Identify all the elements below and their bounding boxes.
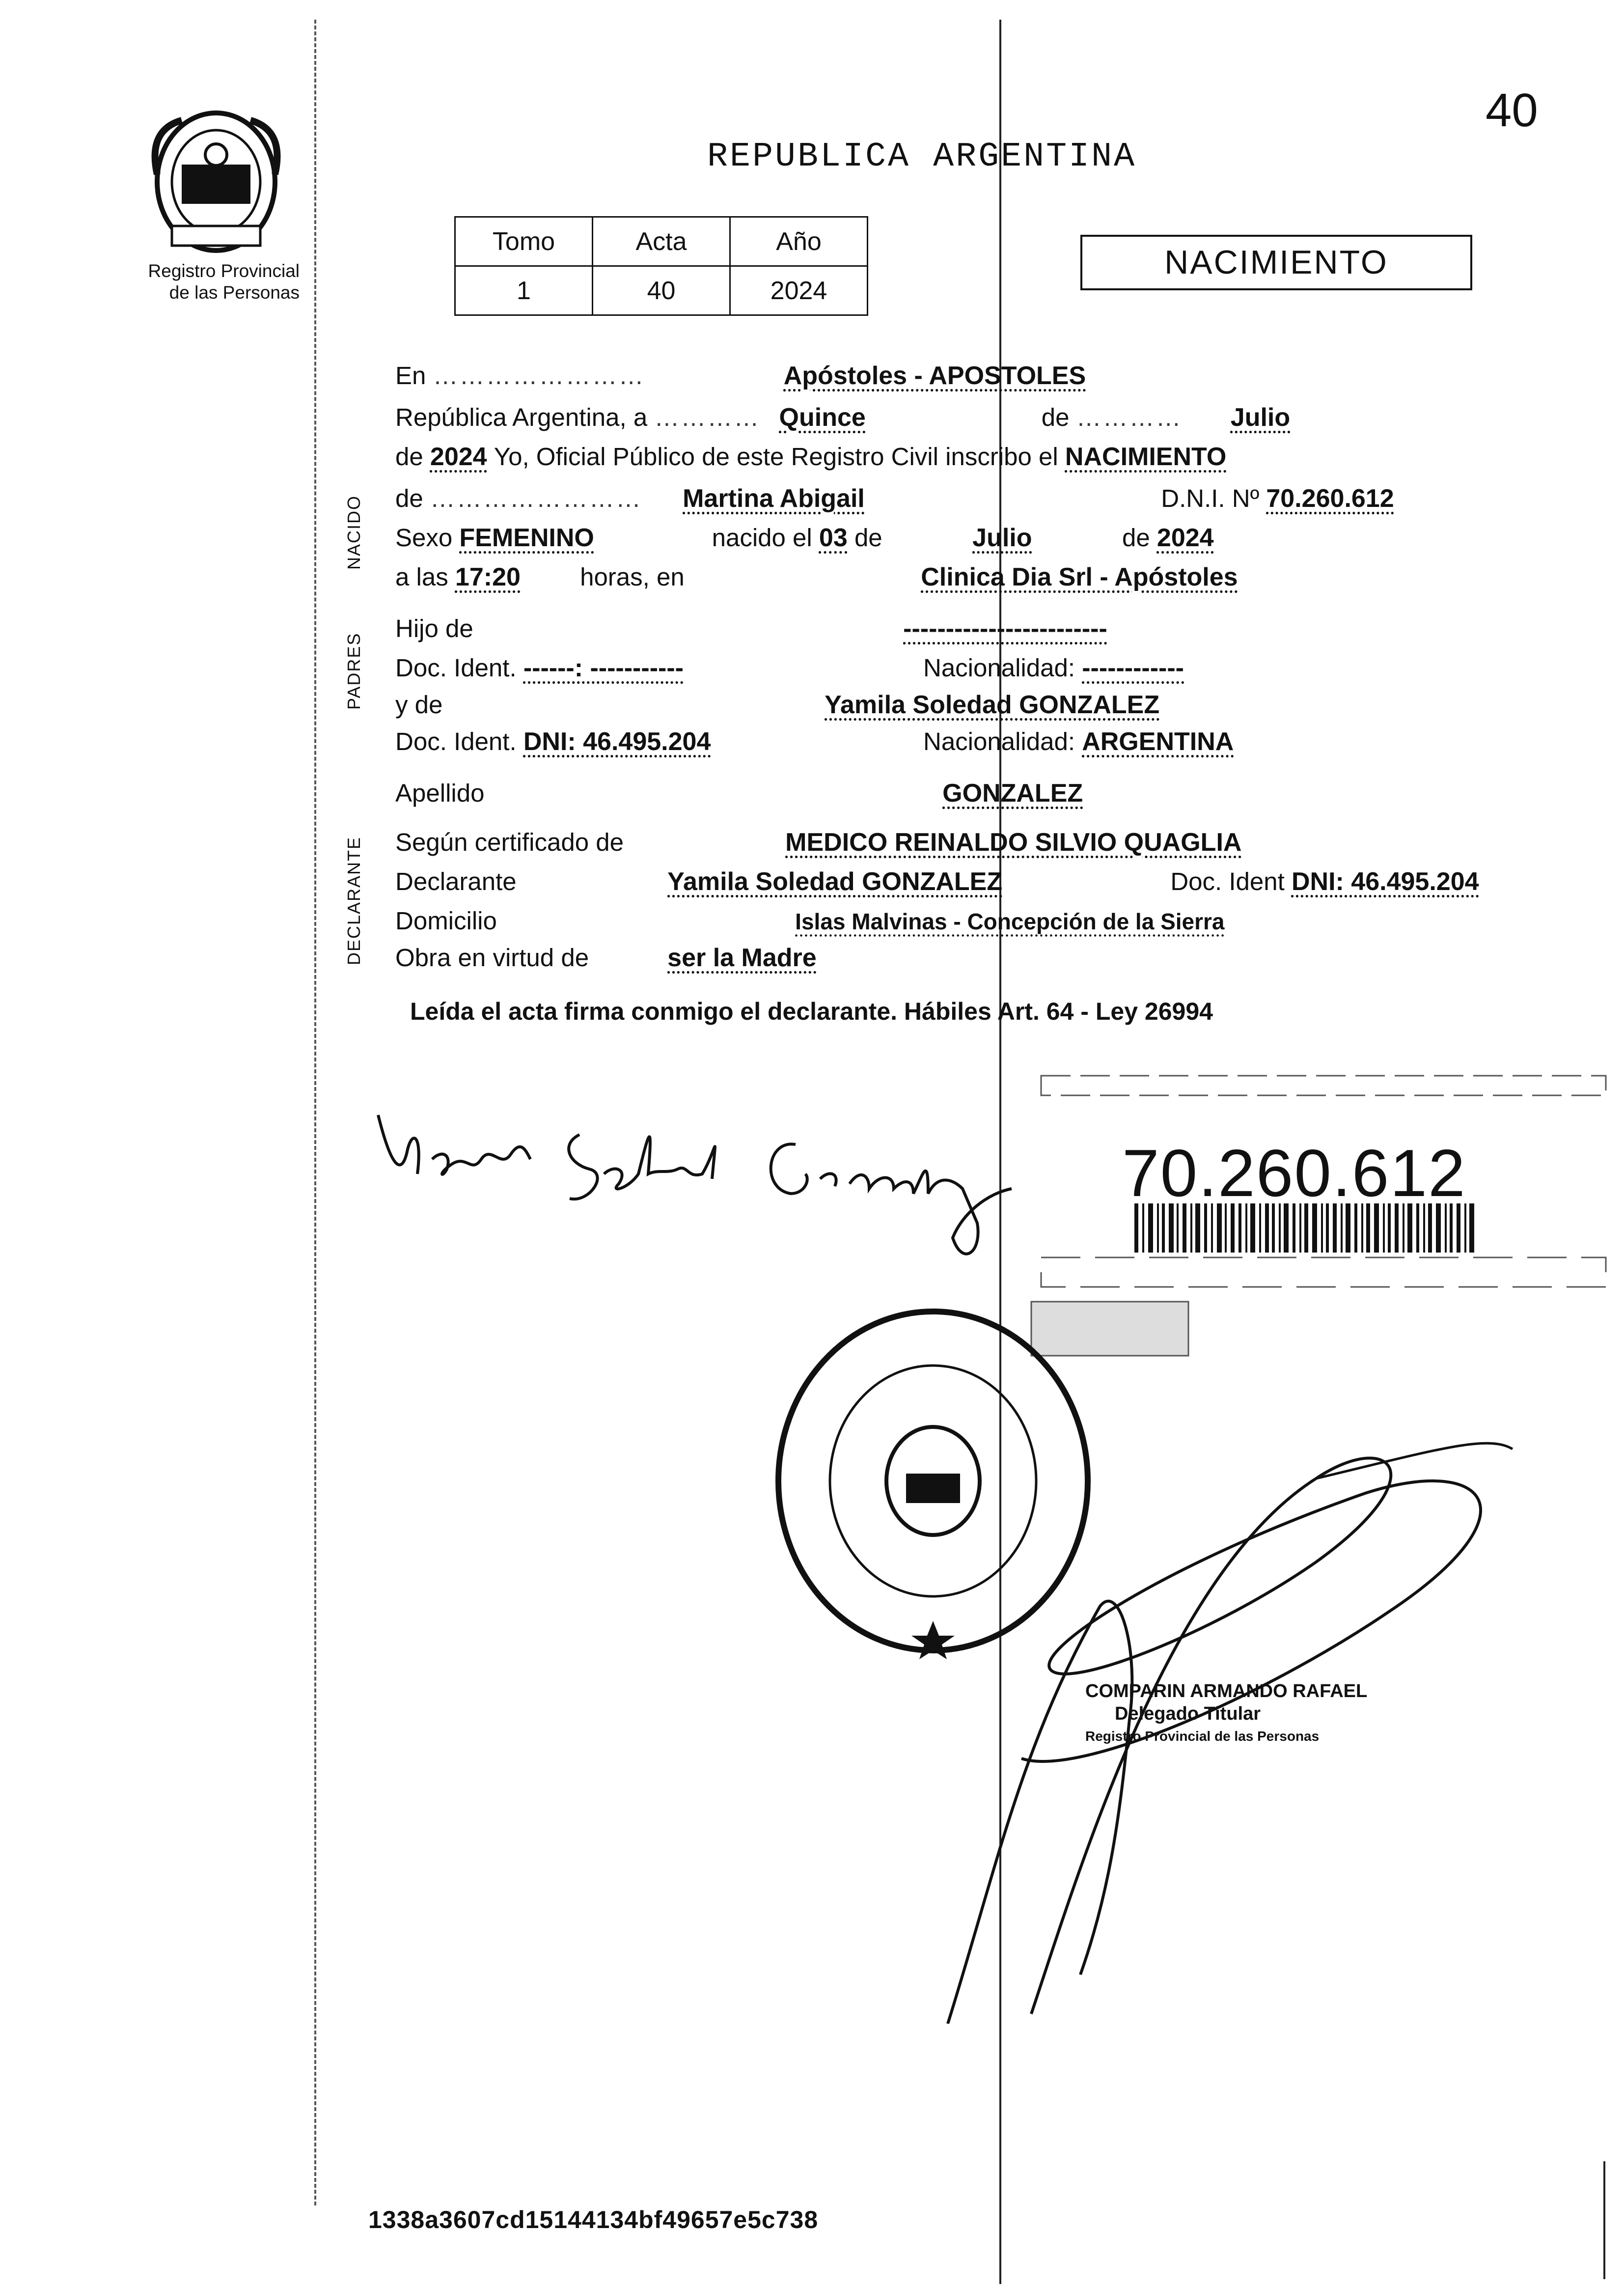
year-value: 2024 bbox=[430, 443, 487, 471]
address-value: Islas Malvinas - Concepción de la Sierra bbox=[795, 909, 1225, 934]
document-hash: 1338a3607cd15144134bf49657e5c738 bbox=[368, 2206, 819, 2233]
sex-value: FEMENINO bbox=[459, 524, 594, 552]
de-label: de bbox=[1041, 403, 1070, 431]
hijo-label: Hijo de bbox=[395, 614, 473, 642]
apellido-label: Apellido bbox=[395, 779, 485, 807]
father-nationality-value: ------------ bbox=[1082, 654, 1184, 682]
de2-label: de bbox=[395, 443, 423, 471]
page-number: 40 bbox=[1486, 84, 1538, 137]
mother-doc-value: DNI: 46.495.204 bbox=[523, 727, 711, 756]
sexo-label: Sexo bbox=[395, 524, 453, 552]
side-label-padres: PADRES bbox=[344, 632, 364, 710]
line-declarant bbox=[395, 867, 1515, 906]
header-tomo: Tomo bbox=[455, 217, 593, 266]
place-value: Apóstoles - APOSTOLES bbox=[783, 362, 1086, 390]
line-time-place bbox=[395, 562, 1515, 602]
doc-ident-label: Doc. Ident bbox=[1170, 867, 1285, 895]
doc-label: Doc. Ident. bbox=[395, 654, 517, 682]
birth-year-value: 2024 bbox=[1156, 524, 1214, 552]
surname-value: GONZALEZ bbox=[942, 779, 1083, 808]
value-acta: 40 bbox=[593, 266, 730, 315]
month-value: Julio bbox=[1230, 403, 1291, 432]
nacionalidad2-label: Nacionalidad: bbox=[923, 727, 1075, 755]
header-acta: Acta bbox=[593, 217, 730, 266]
value-tomo: 1 bbox=[455, 266, 593, 315]
official-org: Registro Provincial de las Personas bbox=[1085, 1729, 1320, 1744]
obra-label: Obra en virtud de bbox=[395, 944, 589, 972]
line-sex-birth bbox=[395, 523, 1515, 562]
line-surname bbox=[395, 779, 1515, 818]
line-certifier bbox=[395, 828, 1515, 867]
birth-month-value: Julio bbox=[972, 524, 1032, 552]
certifier-value: MEDICO REINALDO SILVIO QUAGLIA bbox=[785, 828, 1242, 857]
las-label: a las bbox=[395, 563, 448, 591]
birth-place-value: Clinica Dia Srl - Apóstoles bbox=[921, 563, 1238, 591]
side-label-nacido: NACIDO bbox=[344, 495, 364, 570]
line-place: En …………………… Apóstoles - APOSTOLES bbox=[395, 362, 1086, 390]
republica-label: República Argentina, a bbox=[395, 403, 648, 431]
event-value: NACIMIENTO bbox=[1065, 443, 1227, 471]
dni-label: D.N.I. Nº bbox=[1161, 484, 1260, 512]
record-type-box: NACIMIENTO bbox=[1080, 235, 1472, 290]
value-anio: 2024 bbox=[730, 266, 868, 315]
child-name-value: Martina Abigail bbox=[683, 484, 865, 513]
registry-label bbox=[133, 260, 300, 304]
id-number-label: 70.260.612 bbox=[1122, 1136, 1466, 1210]
nacionalidad-label: Nacionalidad: bbox=[923, 654, 1075, 682]
line-father bbox=[395, 614, 1515, 653]
day-words-value: Quince bbox=[779, 403, 866, 432]
declarant-value: Yamila Soledad GONZALEZ bbox=[667, 867, 1003, 896]
record-table-value-row bbox=[455, 266, 868, 315]
line-date: República Argentina, a ………… Quince de ………… Julio bbox=[395, 403, 1291, 432]
official-role: Delegado Titular bbox=[1115, 1703, 1261, 1724]
line-child-name: de …………………… Martina Abigail D.N.I. Nº 70.260.612 bbox=[395, 484, 1394, 513]
father-doc-value: ------: ----------- bbox=[523, 654, 684, 682]
nacido-label: nacido el bbox=[712, 524, 812, 552]
official-stamp bbox=[1085, 1680, 1367, 1748]
official-name: COMPARIN ARMANDO RAFAEL bbox=[1085, 1681, 1368, 1701]
line-mother-doc bbox=[395, 727, 1515, 766]
capacity-value: ser la Madre bbox=[667, 944, 817, 972]
doc2-label: Doc. Ident. bbox=[395, 727, 517, 755]
declarante-label: Declarante bbox=[395, 867, 517, 895]
domicilio-label: Domicilio bbox=[395, 907, 497, 935]
de3-label: de bbox=[395, 484, 423, 512]
closing-statement: Leída el acta firma conmigo el declarante. Hábiles Art. 64 - Ley 26994 bbox=[410, 998, 1213, 1025]
father-value: ------------------------ bbox=[903, 614, 1107, 643]
corner-mark bbox=[1603, 2161, 1605, 2279]
declarant-doc-value: DNI: 46.495.204 bbox=[1291, 867, 1479, 896]
margin-dashed-line bbox=[314, 20, 316, 2205]
line-statement bbox=[395, 442, 1515, 481]
document-title: REPUBLICA ARGENTINA bbox=[707, 138, 1137, 176]
cert-label: Según certificado de bbox=[395, 828, 624, 856]
provincial-emblem-icon bbox=[138, 101, 295, 263]
mother-nationality-value: ARGENTINA bbox=[1082, 727, 1234, 756]
record-table-header-row bbox=[455, 217, 868, 266]
birth-time-value: 17:20 bbox=[455, 563, 521, 591]
side-label-declarante: DECLARANTE bbox=[344, 836, 364, 965]
record-table bbox=[454, 216, 868, 316]
statement-text: Yo, Oficial Público de este Registro Civil inscribo el bbox=[494, 443, 1058, 471]
declarant-signature-icon bbox=[373, 1076, 1041, 1272]
line-father-doc bbox=[395, 653, 1515, 693]
line-mother bbox=[395, 690, 1515, 729]
yde-label: y de bbox=[395, 691, 443, 719]
line-address bbox=[395, 906, 1515, 946]
birth-day-value: 03 bbox=[819, 524, 848, 552]
registry-label-line-2: de las Personas bbox=[169, 282, 300, 303]
child-dni-value: 70.260.612 bbox=[1266, 484, 1394, 513]
en-label: En bbox=[395, 362, 426, 390]
line-capacity bbox=[395, 943, 1515, 982]
header-anio: Año bbox=[730, 217, 868, 266]
de5-label: de bbox=[1122, 524, 1150, 552]
registry-label-line-1: Registro Provincial bbox=[148, 261, 300, 281]
mother-value: Yamila Soledad GONZALEZ bbox=[825, 691, 1160, 719]
horas-label: horas, en bbox=[580, 563, 685, 591]
de4-label: de bbox=[854, 524, 882, 552]
